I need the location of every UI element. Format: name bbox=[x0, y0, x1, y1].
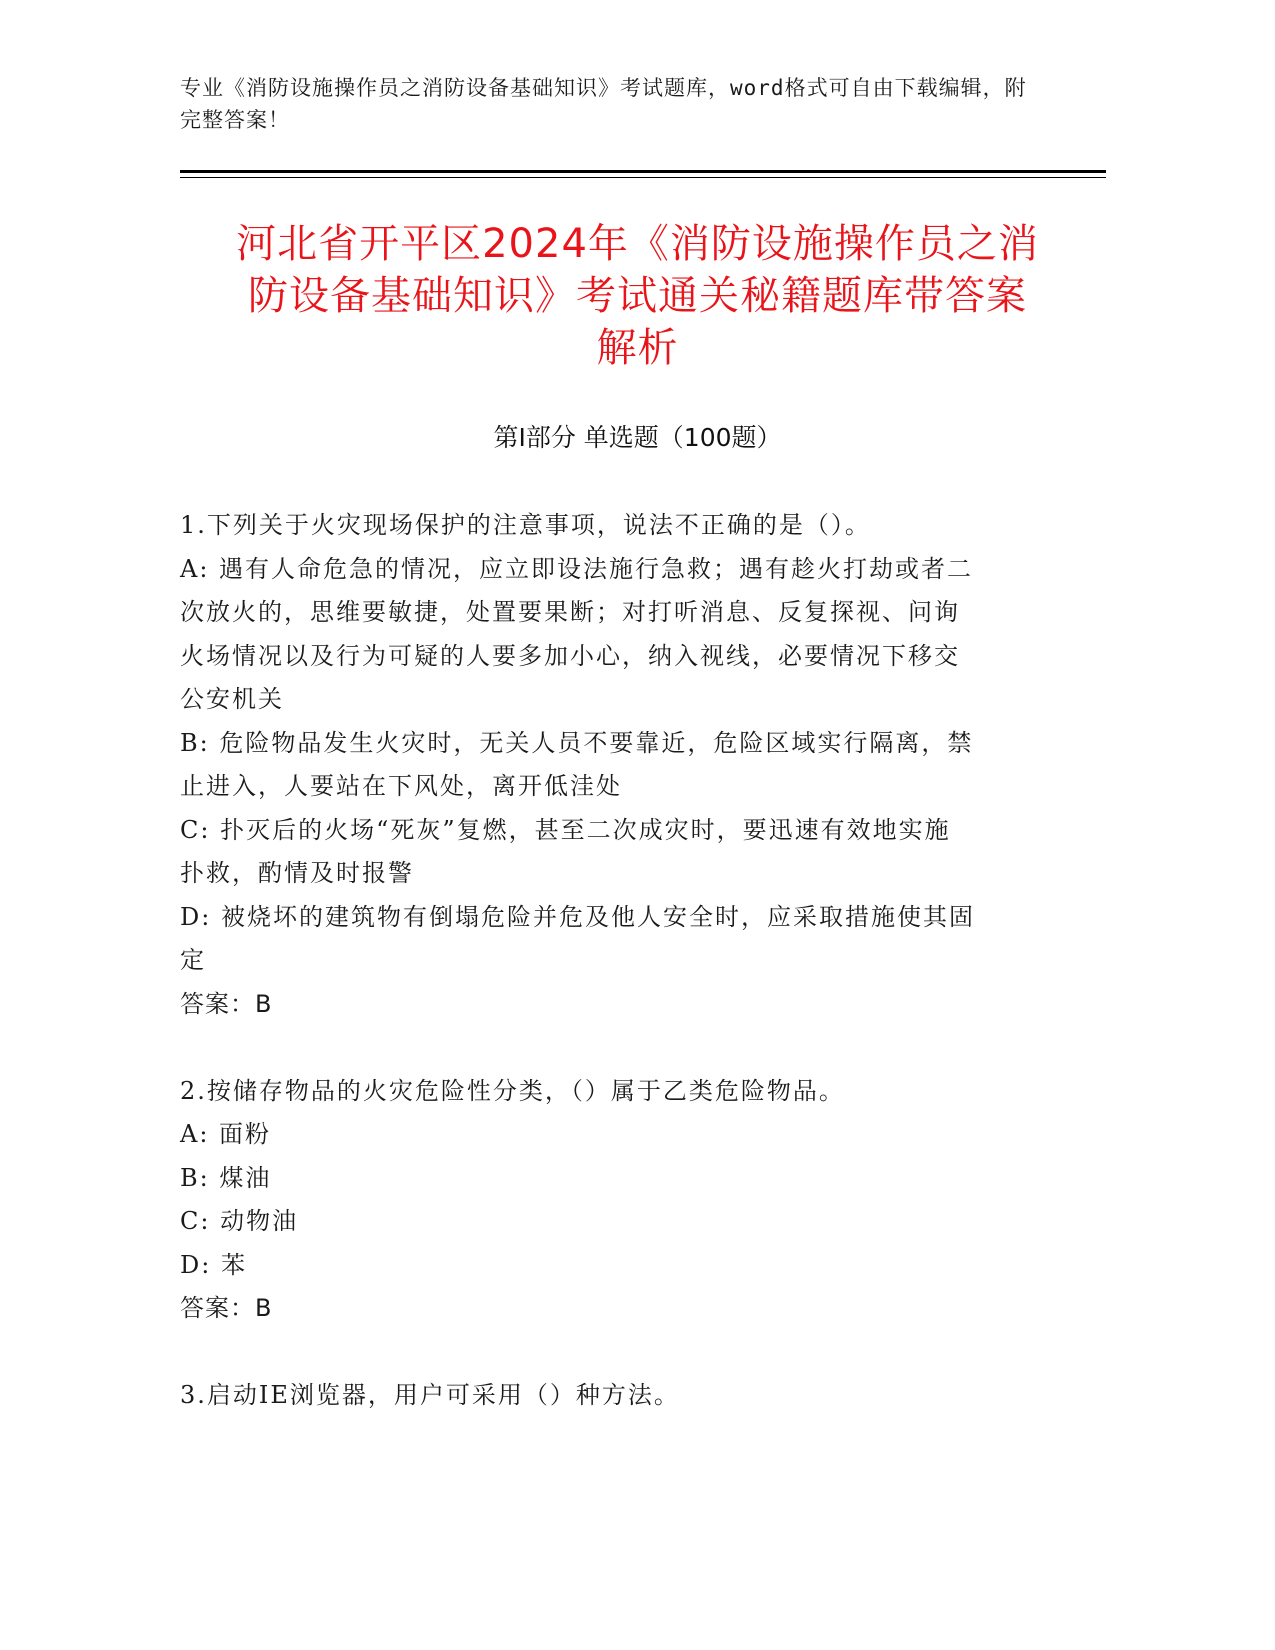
title-line-3: 解析 bbox=[596, 325, 679, 371]
answer-line: 答案：B bbox=[180, 989, 273, 1018]
option-c: C: 动物油 bbox=[180, 1207, 299, 1235]
answer-line: 答案：B bbox=[180, 1294, 273, 1322]
option-c bbox=[180, 809, 1040, 896]
spacer bbox=[180, 1331, 1040, 1375]
option-line: 止进入，人要站在下风处，离开低洼处 bbox=[180, 772, 622, 800]
document-title bbox=[150, 218, 1125, 374]
option-a: A: 面粉 bbox=[180, 1120, 272, 1148]
section-heading: 第I部分 单选题（100题） bbox=[493, 423, 782, 452]
option-b bbox=[180, 722, 1040, 809]
question-stem: 1.下列关于火灾现场保护的注意事项，说法不正确的是（）。 bbox=[180, 511, 871, 539]
title-line-1: 河北省开平区2024年《消防设施操作员之消 bbox=[236, 221, 1039, 267]
option-line: C: 扑灭后的火场“死灰”复燃，甚至二次成灾时，要迅速有效地实施 bbox=[180, 815, 951, 844]
option-line: 火场情况以及行为可疑的人要多加小心，纳入视线，必要情况下移交 bbox=[180, 641, 960, 670]
question-3 bbox=[180, 1374, 1040, 1418]
option-d bbox=[180, 896, 1040, 983]
option-d: D: 苯 bbox=[180, 1250, 247, 1279]
question-stem: 3.启动IE浏览器，用户可采用（）种方法。 bbox=[180, 1381, 680, 1409]
question-1 bbox=[180, 504, 1040, 1026]
option-line: D: 被烧坏的建筑物有倒塌危险并危及他人安全时，应采取措施使其固 bbox=[180, 902, 975, 931]
header-rule-thick bbox=[180, 170, 1106, 173]
question-list bbox=[180, 504, 1040, 1418]
option-line: 定 bbox=[180, 946, 206, 974]
option-line: B: 危险物品发生火灾时，无关人员不要靠近，危险区域实行隔离，禁 bbox=[180, 728, 974, 757]
option-line: 扑救，酌情及时报警 bbox=[180, 859, 414, 887]
option-line: A: 遇有人命危急的情况，应立即设法施行急救；遇有趁火打劫或者二 bbox=[180, 554, 974, 583]
option-line: 次放火的，思维要敏捷，处置要果断；对打听消息、反复探视、问询 bbox=[180, 598, 960, 626]
option-b: B: 煤油 bbox=[180, 1163, 272, 1192]
question-stem: 2.按储存物品的火灾危险性分类，（）属于乙类危险物品。 bbox=[180, 1076, 845, 1105]
option-a bbox=[180, 548, 1040, 722]
option-line: 公安机关 bbox=[180, 685, 284, 713]
title-line-2: 防设备基础知识》考试通关秘籍题库带答案 bbox=[248, 273, 1027, 319]
header-rule-thin bbox=[180, 177, 1106, 178]
spacer bbox=[180, 1026, 1040, 1070]
question-2 bbox=[180, 1070, 1040, 1331]
header-note: 专业《消防设施操作员之消防设备基础知识》考试题库，word格式可自由下载编辑，附完整答案！ bbox=[180, 76, 1027, 132]
